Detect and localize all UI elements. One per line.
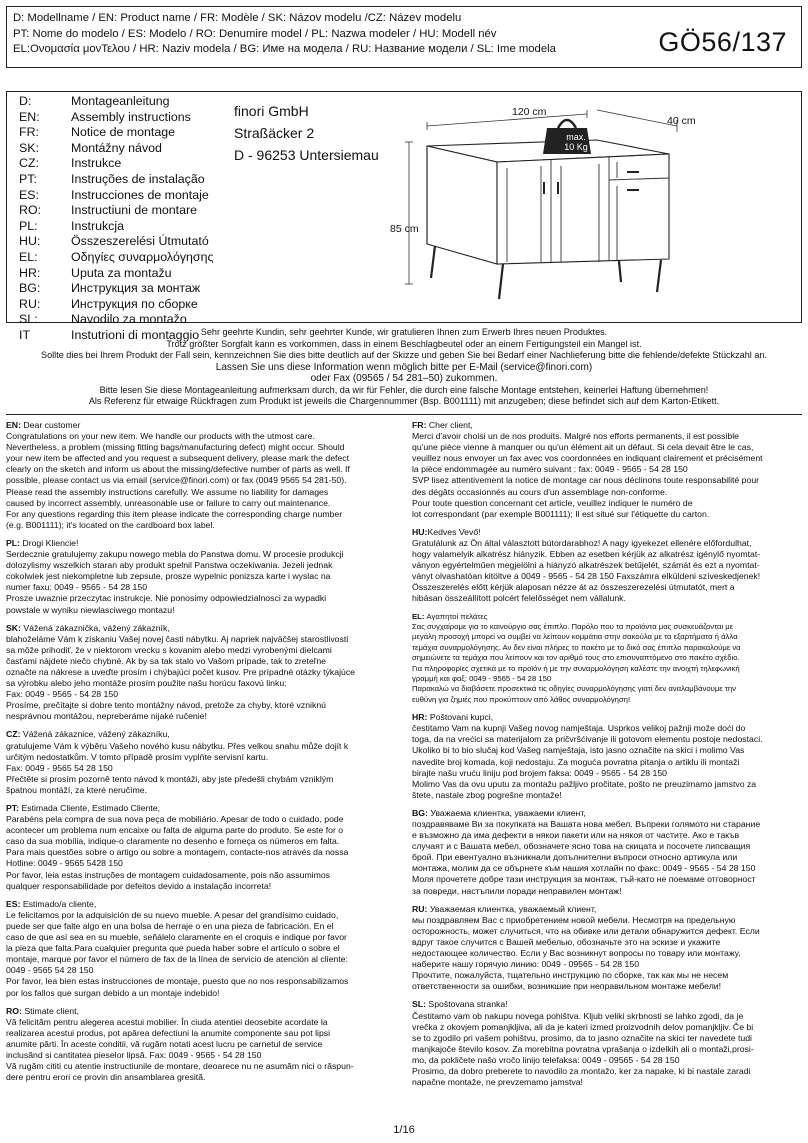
section-language-code: EL: bbox=[412, 611, 425, 621]
language-title-row bbox=[19, 219, 213, 235]
language-code: RU: bbox=[19, 296, 41, 311]
section-salutation: Estimado/a cliente, bbox=[20, 898, 97, 909]
depth-label: 40 cm bbox=[667, 115, 696, 127]
language-section bbox=[412, 527, 808, 605]
intro-notice bbox=[6, 327, 802, 408]
left-column bbox=[6, 420, 402, 1090]
section-language-code: HR: bbox=[412, 712, 428, 723]
section-body: Merci d'avoir choisi un de nos produits. Malgré nos efforts permanents, il est possible qu'une pièce vienne à manquer ou qu'un élément ait un défaut. Si cela devait être le cas, veuillez nous envoyer un fax avec vos coordonnées en indiquant clairement et précisément la pièce endommagée au numéro suivant : fax: 0049 - 9565 - 54 28 150 SVP lisez attentivement la notice de montage car nous déclinons toute responsabilité pour des dégâts occasionnés au cours d'un assemblage non-conforme. Pour toute question concernant cet article, veuillez indiquer le numéro de lot correspondant (par exemple B001111); Il est situé sur l'étiquette du carton. bbox=[412, 431, 763, 519]
section-language-code: RU: bbox=[412, 903, 428, 914]
section-heading bbox=[6, 1006, 402, 1017]
language-section bbox=[412, 904, 808, 993]
language-code: CZ: bbox=[19, 156, 39, 171]
section-salutation: Kedves Vevő! bbox=[427, 526, 481, 537]
language-code: SL: bbox=[19, 312, 38, 327]
language-title-row bbox=[19, 172, 213, 188]
section-language-code: SL: bbox=[412, 999, 426, 1010]
section-language-code: CZ: bbox=[6, 729, 21, 740]
language-code: EL: bbox=[19, 249, 38, 264]
section-language-code: SK: bbox=[6, 622, 21, 633]
section-heading bbox=[6, 729, 402, 740]
right-column bbox=[412, 420, 808, 1095]
divider bbox=[6, 414, 802, 415]
width-label: 120 cm bbox=[512, 106, 547, 118]
section-salutation: Poštovani kupci, bbox=[427, 712, 494, 723]
model-name-line: EL:Ονομασία μονΤελου / HR: Naziv modela / BG: Име на модела / RU: Название модели / SL: Ime modela bbox=[13, 43, 556, 55]
section-heading bbox=[6, 623, 402, 634]
language-code: HU: bbox=[19, 234, 41, 249]
language-title-row bbox=[19, 297, 213, 313]
page-number: 1/16 bbox=[393, 1124, 415, 1136]
language-title: Montageanleitung bbox=[71, 94, 170, 108]
language-code: PT: bbox=[19, 171, 37, 186]
language-title: Instrukcja bbox=[71, 218, 125, 233]
section-language-code: BG: bbox=[412, 807, 428, 818]
language-title: Montážny návod bbox=[71, 140, 162, 155]
language-title-row bbox=[19, 203, 213, 219]
section-body: blahoželáme Vám k získaniu Vašej novej časti nábytku. Aj napriek najväčšej starostlivosti sa môže prihodiť, že v niektorom vrecku s kovanim alebo medzi vyrobenými dielcami časťami nájdete niečo chybné. Ak by sa tak stalo vo Vašom prípade, tak to zreteľne označte na nákrese a uveďte prosím i chýbajúci počet kusov. Pre prípadné otázky týkajúce sa výrobku alebo jeho montáže prosím použite našu horúcu faxovú linku: Fax: 0049 - 9565 - 54 28 150 Prosíme, prečítajte si dobre tento montážny návod, pretože za chyby, ktoré vzniknú nesprávnou montážou, nepreberáme nijaké ručenie! bbox=[6, 633, 356, 722]
language-title-row bbox=[19, 141, 213, 157]
section-body: gratulujeme Vám k výběru Vašeho nového kusu nábytku. Přes velkou snahu může dojít k určitým nedostatkům. V tomto případě prosím vyplňte servisní kartu. Fax: 0049 - 9565 54 28 150 Přečtěte si prosím pozorně tento návod k montáži, aby jste předešli chybám vzniklým špatnou montáží, za které neručíme. bbox=[6, 740, 349, 795]
language-title: Instutrioni di montaggio bbox=[71, 327, 200, 342]
weight-label bbox=[559, 132, 593, 152]
section-salutation: Spoštovana stranka! bbox=[426, 999, 508, 1010]
section-language-code: PT: bbox=[6, 803, 20, 813]
language-code: EN: bbox=[19, 109, 40, 124]
model-header bbox=[6, 6, 802, 68]
language-code: BG: bbox=[19, 281, 41, 296]
language-title-row bbox=[19, 110, 213, 126]
language-code: FR: bbox=[19, 125, 39, 140]
model-name-line: PT: Nome do modelo / ES: Modelo / RO: Denumire model / PL: Nazwa modeler / HU: Modell név bbox=[13, 27, 497, 40]
language-title: Instrucciones de montaje bbox=[71, 187, 209, 202]
language-title-row bbox=[19, 250, 213, 266]
section-body: Σας συγχαίρομε για το καινούργιο σας έπιπλο. Παρόλο που τα προϊόντα μας συσκευάζονται με μεγάλη προσοχή μπορεί να συμβεί να λείπουν κομμάτια στην σακούλα με τα εξαρτήματα ή άλλα τεμάχια συναρμολόγησης. Αν δεν είναι πλήρες το πακέτο με το δικό σας έπιπλο παρακαλούμε να σημειώνετε τα τεμάχια που λείπουν και τον αριθμό τους στο επισυναπτόμενο στο πακέτο σχέδιο. Για πληροφορίες σχετικά με το προϊόν ή με την συναρμολόγηση καλέστε την ανοιχτή τηλεφωνική γραμμή και φαξ: 0049 - 9565 - 54 28 150 Παρακαλώ να διαβάσετε προσεκτικά τις οδηγίες συναρμολόγησης γιατί δεν αναλαμβάνουμε την ευθύνη για ζημιές που προκύπτουν από λάθος συναρμολόγηση! bbox=[412, 621, 741, 704]
language-section bbox=[6, 623, 402, 723]
section-heading bbox=[412, 808, 808, 819]
section-salutation: Уважаемая клиентка, уважаемый клиент, bbox=[427, 903, 597, 914]
section-language-code: FR: bbox=[412, 420, 427, 430]
language-title: Instrukce bbox=[71, 156, 122, 171]
section-heading bbox=[6, 803, 402, 814]
sideboard-drawing bbox=[387, 94, 687, 320]
intro-line: Sollte dies bei Ihrem Produkt der Fall sein, kennzeichnen Sie dies bitte deutlich auf der Skizze und geben Sie bei Bedarf einer Nachlieferung bitte die fehlende/defekte Stückzahl an. bbox=[41, 350, 767, 360]
section-salutation: Estimada Cliente, Estimado Cliente, bbox=[19, 803, 161, 813]
section-heading bbox=[412, 527, 808, 538]
section-language-code: RO: bbox=[6, 1005, 22, 1016]
company-city: D - 96253 Untersiemau bbox=[234, 147, 379, 163]
section-language-code: PL: bbox=[6, 537, 20, 548]
language-title: Assembly instructions bbox=[71, 109, 191, 124]
model-number: GÖ56/137 bbox=[658, 27, 787, 57]
section-salutation: Dear customer bbox=[20, 420, 81, 430]
language-title: Összeszerelési Útmutató bbox=[71, 234, 209, 249]
language-section bbox=[412, 712, 808, 801]
section-heading bbox=[412, 999, 808, 1010]
section-body: Le felicitamos por la adquisición de su nuevo mueble. A pesar del grandísimo cuidado, puede ser que falte algo en una bolsa de herraje o en una pieza de fabricación. En el caso de que así sea en su mueble, señálelo claramente en el croquis e indique por favor la pieza que falta.Para cualquier pregunta que pueda haber sobre el artículo o sobre el montaje, marque por favor el número de fax de la línea de servicio de atención al cliente: 0049 - 9565 54 28 150 Por favor, lea bien estas instrucciones de montaje, puesto que no nos responsabilizamos por los fallos que surgan debido a un montaje indebido! bbox=[6, 909, 349, 998]
language-section bbox=[6, 729, 402, 796]
language-code: IT bbox=[19, 327, 31, 342]
section-heading bbox=[412, 712, 808, 723]
intro-line: Als Referenz für etwaige Rückfragen zum Produkt ist jeweils die Chargennummer (Bsp. B001111) mit anzugeben; diese befindet sich auf dem Karton-Etikett. bbox=[88, 396, 720, 406]
section-body: Serdecznie gratulujemy zakupu nowego mebla do Panstwa domu. W procesie produkcji dolozylismy wszelkich staran aby produkt spelnil Panstwa oczekiwania. Jezeli jednak cokolwiek jest niekompletne lub zepsute, prosze wypelnic ponizsza karte i wyslac na numer faxu: 0049 - 9565 - 54 28 150 Prosze uwaznie przeczytac instrukcje. Nie ponosimy odpowiedzialnosci za wypadki powstale w wyniku niewlasciwego montazu! bbox=[6, 549, 344, 615]
section-body: Gratulálunk az Ön által választott bútordarabhoz! A nagy igyekezet ellenére előfordulhat, hogy valamelyik alkatrész hiányzik. Ebben az esetben kérjük az alkatrész igénylő nyomtat- ványon egyértelműen megjelölni a hiányzó alkatrészek betűjelét, számát és ezt a nyomtat- ványt olvashatóan kitöltve a 0049 - 9565 - 54 28 150 Faxszámra elküldeni szíveskedjenek! Összeszerelés előtt kérjük alaposan nézze át az összeszerezelési útmutatót, mert a hibásan összeállított polcért felelősséget nem vállalunk. bbox=[412, 537, 761, 604]
language-title-row bbox=[19, 94, 213, 110]
section-heading bbox=[412, 904, 808, 915]
language-title-row bbox=[19, 156, 213, 172]
language-section bbox=[6, 420, 402, 531]
section-body: мы поздравляем Вас с приобретением новой мебели. Несмотря на предельную осторожность, может случиться, что на обивке или детали обнаружится дефект. Если вдруг такое случится с Вашей мебелью, обозначьте это на эскизе и укажите недостающее количество. Если у Вас возникнут вопросы по товару или монтажу, наберите нашу горячую линию: 0049 - 09565 - 54 28 150 Прочтите, пожалуйста, тщательно инструкцию по сборке, так как мы не несем ответственности за ошибки, возникшие при неправильном монтаже мебели! bbox=[412, 914, 760, 992]
section-heading bbox=[412, 420, 808, 431]
language-title-row bbox=[19, 125, 213, 141]
language-section bbox=[6, 1006, 402, 1084]
language-title: Инструкция по сборке bbox=[71, 296, 198, 311]
language-code: PL: bbox=[19, 218, 38, 233]
language-section bbox=[6, 899, 402, 999]
section-salutation: Vážená zákaznička, vážený zákazník, bbox=[20, 622, 170, 633]
section-heading bbox=[6, 420, 402, 431]
language-section bbox=[6, 538, 402, 616]
company-address bbox=[234, 100, 379, 166]
language-code: RO: bbox=[19, 203, 42, 218]
language-code: SK: bbox=[19, 140, 39, 155]
language-section bbox=[6, 803, 402, 892]
language-section bbox=[412, 612, 808, 706]
intro-line: Sehr geehrte Kundin, sehr geehrter Kunde, wir gratulieren Ihnen zum Erwerb Ihres neuen Produktes. bbox=[200, 327, 608, 337]
language-title-row bbox=[19, 234, 213, 250]
height-label: 85 cm bbox=[390, 223, 419, 235]
language-title: Notice de montage bbox=[71, 125, 176, 140]
model-name-labels bbox=[13, 11, 613, 58]
section-language-code: EN: bbox=[6, 420, 21, 430]
language-section bbox=[412, 420, 808, 520]
weight-label-line: 10 Kg bbox=[564, 142, 588, 152]
language-code: D: bbox=[19, 94, 32, 108]
section-body: Vă felicităm pentru alegerea acestui mobilier. În ciuda atentiei deosebite acordate la realizarea acestui produs, pot apărea defectiuni la anumite componente sau pot lipsi anumite părti. În aceste conditii, vă rugăm notati acest lucru pe carnetul de service inclusănd si cantitatea pieselor lipsă. Fax: 0049 - 9565 - 54 28 150 Vă rugăm cititi cu atentie instructiunile de montare, deoarece nu ne asumăm nici o răspun- dere pentru erori ce provin din ansamblarea gresită. bbox=[6, 1016, 354, 1083]
language-title-row bbox=[19, 188, 213, 204]
section-body: Čestitamo vam ob nakupu novega pohištva. Kljub veliki skrbnosti se lahko zgodi, da je vrečka z okovjem pomanjkljiva, ali da je kateri izmed proizvodnih delov pomanjkljiv. Če bi se to zgodilo pri vašem pohištvu, prosimo, da to jasno označite na skici ter navedete tudi manjkajoče število kosov. Za morebitna povratna vprašanja o izdelkih ali o montaži,prosi- mo, da pokličete našo vročo linijo telefaksa: 0049 - 09565 - 54 28 150 Prosimo, da dobro preberete to navodilo za montažo, ker za napake, ki bi nastale zaradi napačne montaže, ne prevzemamo jamstva! bbox=[412, 1010, 754, 1088]
language-title: Instructiuni de montare bbox=[71, 203, 198, 218]
language-section bbox=[412, 808, 808, 897]
language-code: ES: bbox=[19, 187, 39, 202]
language-title: Navodilo za montažo bbox=[71, 312, 187, 327]
section-salutation: Drogi Kliencie! bbox=[20, 537, 79, 548]
language-title-row bbox=[19, 312, 213, 328]
section-heading bbox=[6, 538, 402, 549]
language-title-list bbox=[19, 94, 213, 344]
model-name-line: D: Modellname / EN: Product name / FR: Modèle / SK: Názov modelu /CZ: Název modelu bbox=[13, 12, 462, 24]
company-street: Straßäcker 2 bbox=[234, 125, 315, 141]
section-salutation: Vážená zákaznice, vážený zákazníku, bbox=[20, 729, 170, 740]
language-title: Uputa za montažu bbox=[71, 265, 172, 280]
language-title-row bbox=[19, 266, 213, 282]
section-salutation: Stimate client, bbox=[21, 1005, 79, 1016]
section-body: поздравяваме Ви за покупката на Вашата нова мебел. Въпреки голямото ни старание е възможно да има дефекти в някои пакети или на някоя от частите. Ако е такъв случаят и с Вашата мебел, обозначете ясно това на скицата и посочете липсващия брой. При евентуално възникнали допълнителни въпроси относно артикула или монтажа, молим да се обърнете към нашия хотлайн по факс: 0049 - 9565 - 54 28 150 Моля прочетете добре тази инструкция за монтаж, тъй-като не поемаме отговорност за повреди, настъпили поради неправилен монтаж! bbox=[412, 819, 761, 896]
section-heading bbox=[6, 899, 402, 910]
language-section bbox=[412, 999, 808, 1088]
language-title: Οδηγίες συναρμολόγησης bbox=[71, 249, 214, 264]
section-body: Parabéns pela compra de sua nova peça de mobiliário. Apesar de todo o cuidado, pode acontecer um problema num encaixe ou falta de alguma parte do produto. Se este for o caso da sua mobília, indique-o claramente no desenho e forneça os números em falta. Para mais questões sobre o artigo ou sobre a montagem, contacte-nos através da nossa Hotline: 0049 - 9565 5428 150 Por favor, leia estas instruções de montagem cuidadosamente, pois não assumimos qualquer responsabilidade por defeitos devido a instalação incorreta! bbox=[6, 814, 349, 891]
language-title: Инструкция за монтаж bbox=[71, 281, 201, 296]
section-body: Congratulations on your new item. We handle our products with the utmost care. Nevertheless, a problem (missing fitting bags/manufacturing defect) might occur. Should your new item be affected and you request a subsequent delivery, please mark the defect clearly on the sketch and inform us about the missing/defective number of parts as well. If possible, please contact us via email (service@finori.com) or fax (0049 9565 54 281-50). Please read the assembly instructions carefully. We assume no liability for damages caused by incorrect assembly, unreasonable use or failure to carry out maintenance. For any questions regarding this item please indicate the corresponding charge number (e.g. B001111); it's located on the cardboard box label. bbox=[6, 431, 350, 530]
weight-label-line: max. bbox=[566, 132, 586, 142]
section-language-code: ES: bbox=[6, 898, 21, 909]
section-salutation: Уважаема клиентка, уважаеми клиент, bbox=[427, 807, 586, 818]
intro-line: Lassen Sie uns diese Information wenn möglich bitte per E-Mail (service@finori.com) bbox=[215, 361, 593, 373]
intro-line: oder Fax (09565 / 54 281–50) zukommen. bbox=[310, 373, 498, 384]
company-name: finori GmbH bbox=[234, 103, 309, 119]
section-body: čestitamo Vam na kupnji Vašeg novog namještaja. Usprkos velikoj pažnji može doći do toga, da na vrećici sa materijalom za pričvršćivanje ili gotovom elementu postoje nedostaci. Ukoliko bi to bio slučaj kod Vašeg namještaja, isto jasno označite na skici i molimo Vas navedite broj komada, koji nedostaju. Za moguća povratna pitanja o artiklu ili montaži birajte našu vruću liniju pod brojem faksa: 0049 - 9565 - 54 28 150 Molimo Vas da ovu uputu za montažu pažljivo pročitate, pošto ne preuzimamo jamstvo za štete, nastale zbog pogrešne montaže! bbox=[412, 723, 763, 800]
language-title: Instruções de instalação bbox=[71, 171, 205, 186]
language-title-row bbox=[19, 281, 213, 297]
section-salutation: Αγαπητοί πελάτες bbox=[424, 611, 488, 621]
language-code: HR: bbox=[19, 265, 41, 280]
section-heading bbox=[412, 612, 808, 622]
intro-line: Trotz größter Sorgfalt kann es vorkommen, dass in einem Beschlagbeutel oder an einem Fertigungsteil ein Mangel ist. bbox=[166, 338, 642, 349]
section-salutation: Cher client, bbox=[426, 420, 473, 430]
section-language-code: HU: bbox=[412, 526, 428, 537]
intro-line: Bitte lesen Sie diese Montageanleitung aufmerksam durch, da wir für Fehler, die durch eine falsche Montage entstehen, keinerlei Haftung übernehmen! bbox=[99, 384, 709, 395]
